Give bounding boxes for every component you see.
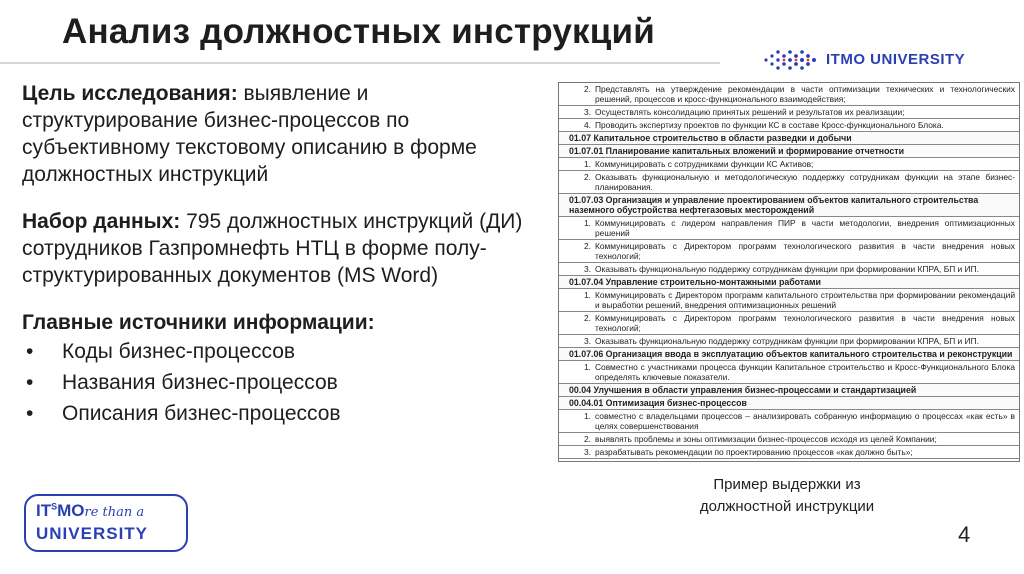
doc-item-text: Оказывать функциональную поддержку сотрудникам функции при формировании КПРА, БП и ИП. (595, 336, 979, 346)
document-excerpt (558, 82, 1020, 462)
itmo-logo-top (762, 45, 982, 75)
slide-title: Анализ должностных инструкций (62, 12, 655, 51)
excerpt-caption (650, 474, 924, 518)
research-goal (22, 80, 542, 188)
doc-section-heading: 01.07.06 Организация ввода в эксплуатацию объектов капитального строительства и реконструкции (559, 348, 1019, 361)
doc-item-number: 2. (584, 241, 591, 251)
doc-section-heading: 00.04.01 Оптимизация бизнес-процессов (559, 397, 1019, 410)
doc-item-text: Коммуницировать с лидером направления ПИР в части методологии, внедрения оптимизационных решений (595, 218, 1015, 238)
doc-item (559, 106, 1019, 119)
doc-item (559, 119, 1019, 132)
doc-item (559, 217, 1019, 240)
doc-item-number: 1. (584, 159, 591, 169)
doc-item-number: 3. (584, 264, 591, 274)
doc-item-number: 2. (584, 313, 591, 323)
sources-heading: Главные источники информации: (22, 311, 375, 334)
doc-item-text: выявлять проблемы и зоны оптимизации бизнес-процессов исходя из целей Компании; (595, 434, 937, 444)
dataset-text: 795 должностных инструкций (ДИ) сотрудников Газпромнефть НТЦ в форме полу-структурированных документов (MS Word) (22, 210, 523, 287)
logo-prefix: IT (36, 501, 52, 520)
doc-item-number: 3. (584, 107, 591, 117)
doc-item-text: Оказывать функциональную и методологическую поддержку сотрудникам функции на этапе бизнес-планирования. (595, 172, 1015, 192)
doc-item-number: 1. (584, 290, 591, 300)
bullet-icon: • (26, 340, 34, 363)
dataset-label: Набор данных: (22, 210, 181, 233)
list-item-text: Названия бизнес-процессов (62, 371, 338, 394)
list-item (22, 400, 542, 427)
doc-item-text: разрабатывать рекомендации по проектированию процессов «как должно быть»; (595, 447, 913, 457)
caption-line2: должностной инструкции (699, 498, 875, 515)
doc-item-text: Совместно с участниками процесса функции Капитальное строительство и Кросс-Функционального Блока определять ключевые показатели. (595, 362, 1015, 382)
doc-item-text: Представлять на утверждение рекомендации в части оптимизации технических и технологических решений, процессов и кросс-функционального взаимодействия; (595, 84, 1015, 104)
doc-item-text: Коммуницировать с сотрудниками функции КС Активов; (595, 159, 814, 169)
doc-item-text: Проводить экспертизу проектов по функции КС в составе Кросс-функционального Блока. (595, 120, 944, 130)
doc-item-text: Коммуницировать с Директором программ капитального строительства при формировании рекомендаций и выработки решений, внедрения оптимизационных решений (595, 290, 1015, 310)
itmo-dots-icon (762, 47, 822, 73)
doc-item-number: 1. (584, 362, 591, 372)
doc-item (559, 83, 1019, 106)
doc-section-heading: 01.07.04 Управление строительно-монтажными работами (559, 276, 1019, 289)
itmo-logo-text: ITMO UNIVERSITY (826, 51, 966, 68)
doc-item-number: 2. (584, 84, 591, 94)
research-goal-text: выявление и структурирование бизнес-процессов по субъективному текстовому описанию в форме должностных инструкций (22, 82, 477, 186)
doc-item-number: 3. (584, 447, 591, 457)
research-goal-label: Цель исследования: (22, 82, 238, 105)
list-item (22, 338, 542, 365)
doc-item-number: 4. (584, 120, 591, 130)
page-number: 4 (958, 522, 971, 547)
caption-line1: Пример выдержки из (713, 476, 861, 493)
logo-mo: MO (57, 501, 85, 520)
doc-item-text: Коммуницировать с Директором программ технологического развития в части внедрения новых технологий; (595, 313, 1015, 333)
doc-item (559, 171, 1019, 194)
doc-item-number: 3. (584, 336, 591, 346)
doc-item-number: 1. (584, 411, 591, 421)
doc-section-heading: 01.07.03 Организация и управление проектированием объектов капитального строительства наземного обустройства нефтегазовых месторождений (559, 194, 1019, 217)
sources-list (22, 338, 542, 427)
doc-item (559, 335, 1019, 348)
title-divider (0, 62, 720, 64)
doc-item (559, 289, 1019, 312)
logo-sup: S (51, 501, 58, 512)
doc-item-text: Коммуницировать с Директором программ технологического развития в части внедрения новых технологий; (595, 241, 1015, 261)
bullet-icon: • (26, 402, 34, 425)
doc-item (559, 410, 1019, 433)
doc-item (559, 158, 1019, 171)
doc-item-number: 2. (584, 434, 591, 444)
logo-line1 (36, 501, 144, 521)
doc-section-heading: 00.04 Улучшения в области управления бизнес-процессами и стандартизацией (559, 384, 1019, 397)
itmo-logo-bottom (24, 494, 188, 552)
doc-item (559, 312, 1019, 335)
list-item-text: Описания бизнес-процессов (62, 402, 341, 425)
bullet-icon: • (26, 371, 34, 394)
content-left (22, 80, 542, 431)
doc-item-text: совместно с владельцами процессов – анализировать собранную информацию о процессах «как есть» в целях совершенствования (595, 411, 1015, 431)
list-item-text: Коды бизнес-процессов (62, 340, 296, 363)
doc-item (559, 263, 1019, 276)
doc-item-text: Оказывать функциональную поддержку сотрудникам функции при формировании КПРА, БП и ИП. (595, 264, 979, 274)
doc-section-heading: 01.07 Капитальное строительство в области разведки и добычи (559, 132, 1019, 145)
doc-item-number: 1. (584, 218, 591, 228)
dataset (22, 208, 542, 289)
logo-line2: UNIVERSITY (36, 524, 149, 543)
doc-item (559, 446, 1019, 459)
logo-script: re than a (84, 505, 145, 520)
doc-item-text: Осуществлять консолидацию принятых решений и результатов их реализации; (595, 107, 905, 117)
doc-section-heading: 01.07.01 Планирование капитальных вложений и формирование отчетности (559, 145, 1019, 158)
doc-item (559, 240, 1019, 263)
doc-item (559, 433, 1019, 446)
doc-item-number: 2. (584, 172, 591, 182)
doc-item (559, 361, 1019, 384)
list-item (22, 369, 542, 396)
